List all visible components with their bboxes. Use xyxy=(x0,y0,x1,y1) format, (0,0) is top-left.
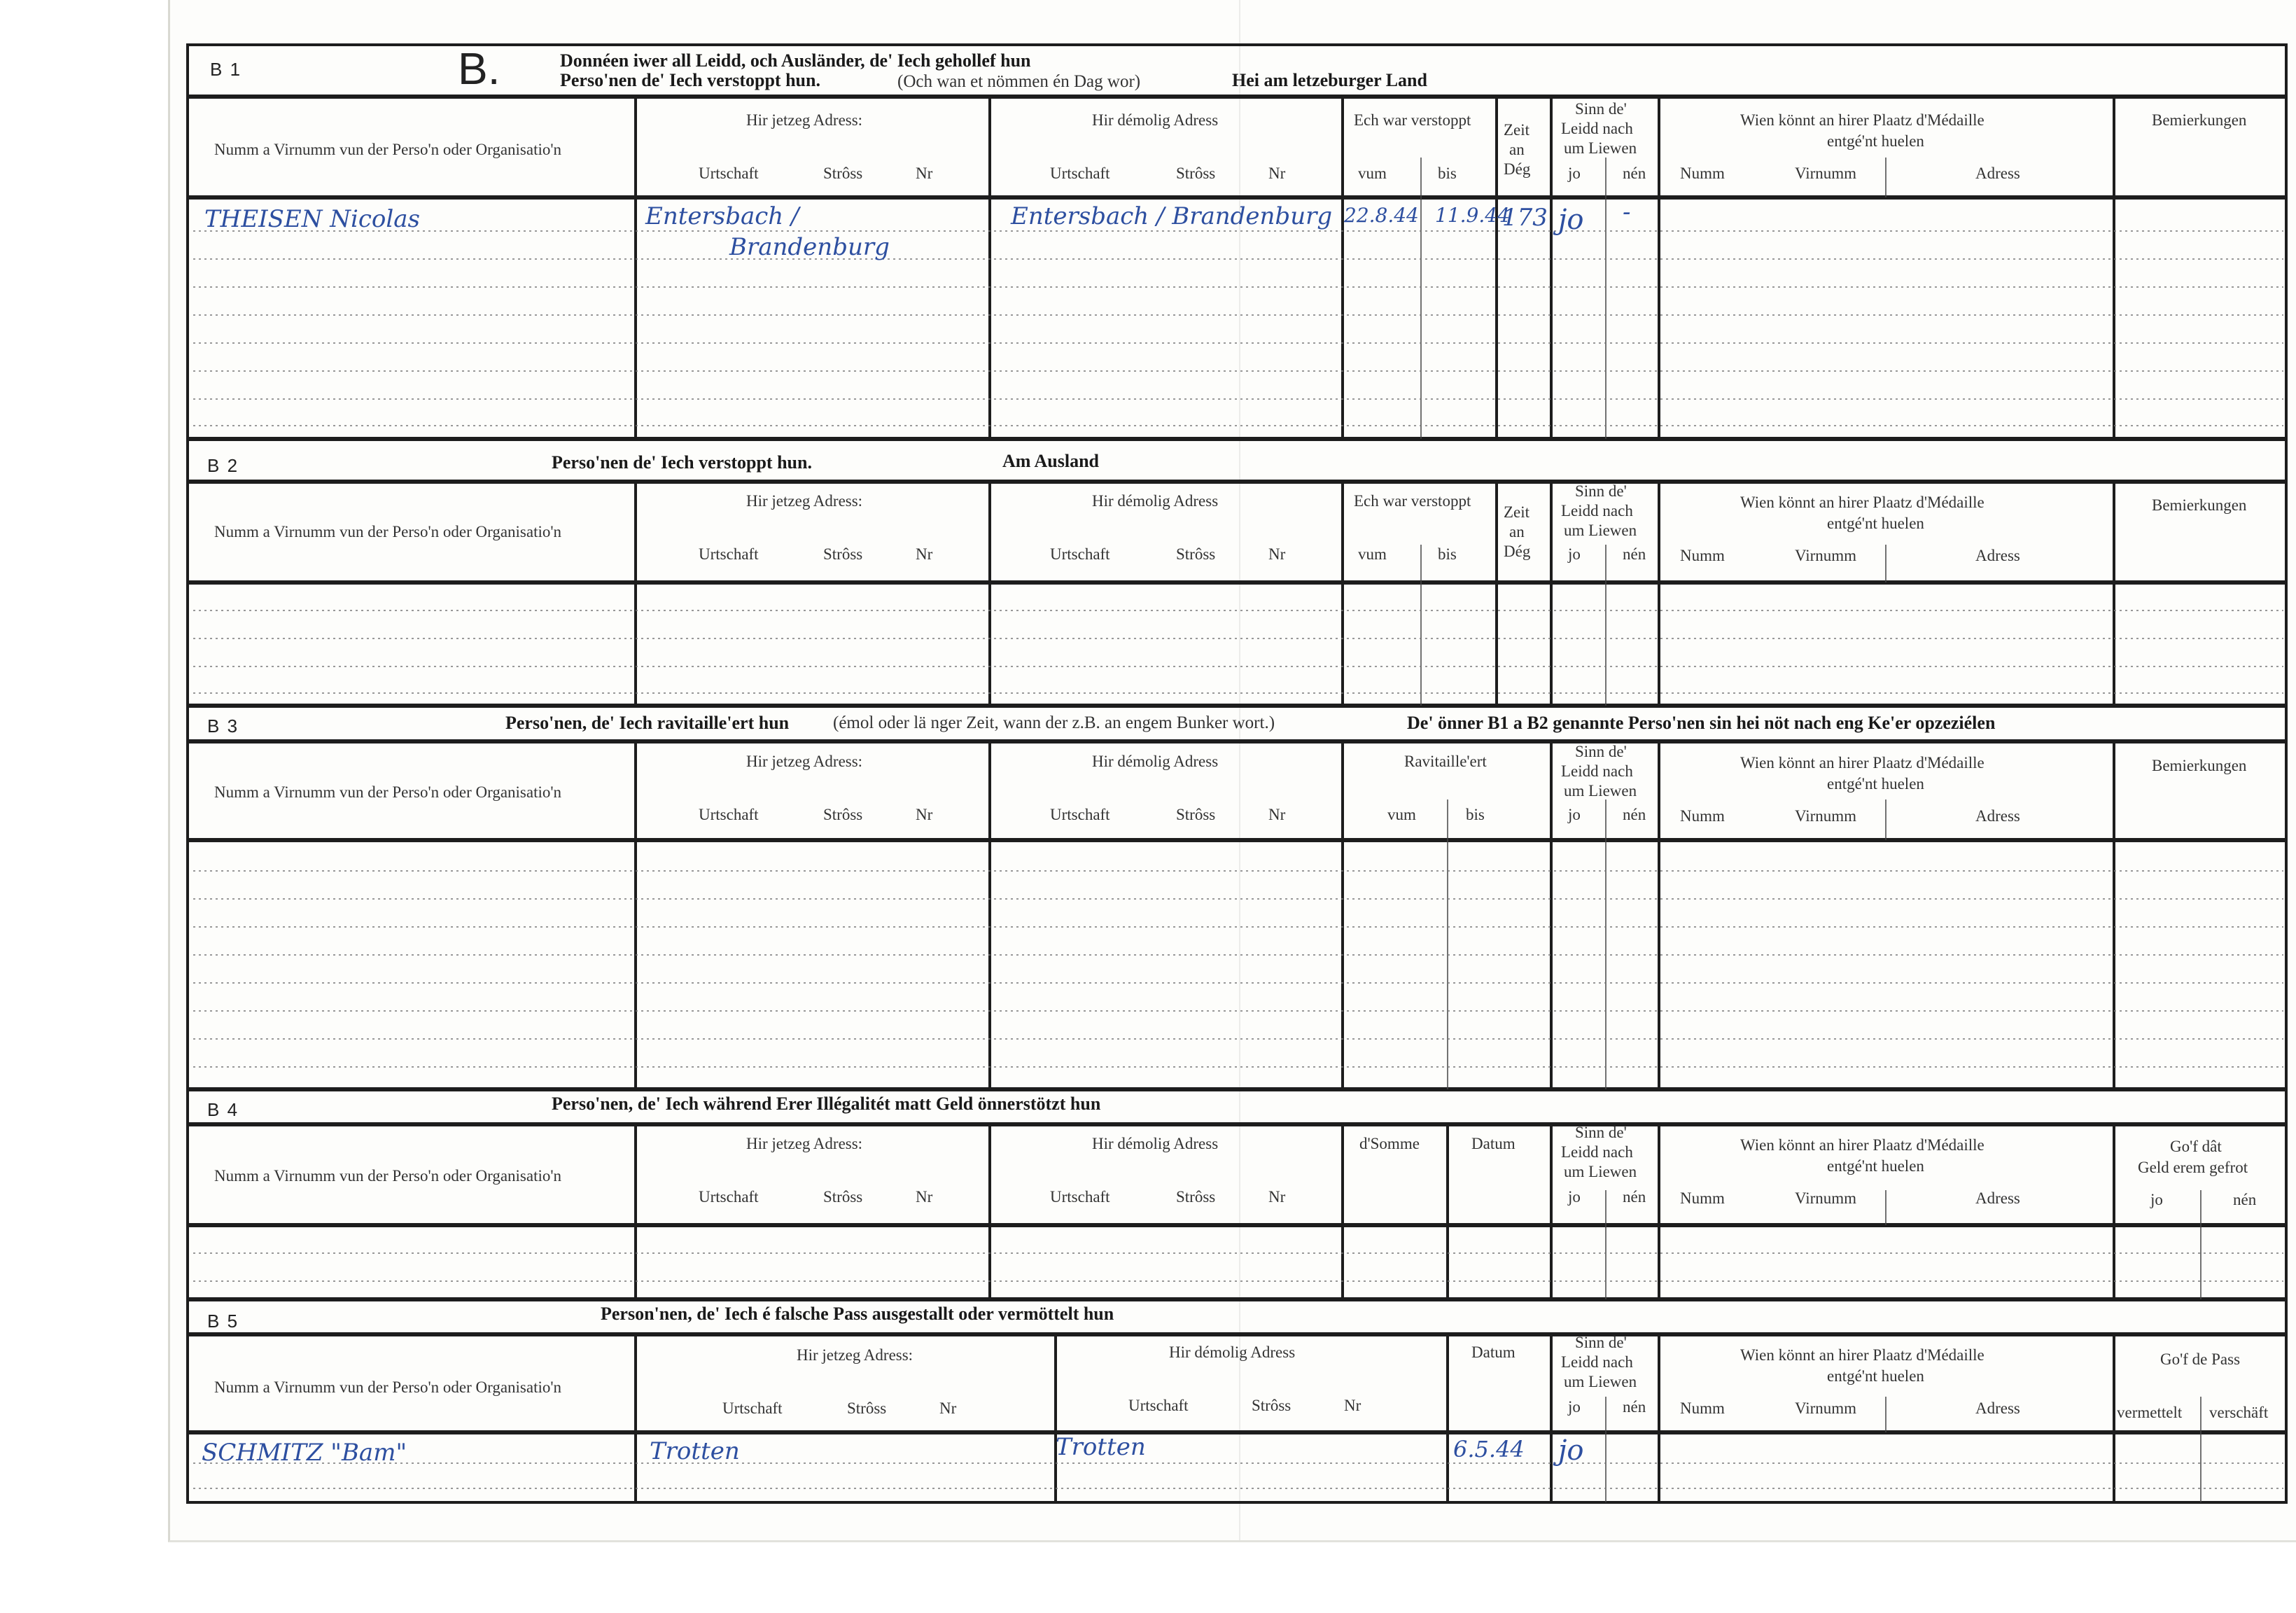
header-pass-issued: verschäft xyxy=(2209,1404,2269,1421)
header-surname: Numm xyxy=(1680,547,1725,564)
header-days: Dég xyxy=(1504,160,1531,178)
entry-b1-name: THEISEN Nicolas xyxy=(204,205,420,233)
header-street: Strôss xyxy=(823,806,863,823)
header-to: bis xyxy=(1466,806,1485,823)
header-pass-mediated: vermettelt xyxy=(2117,1404,2183,1421)
entry-b1-alive-yes: jo xyxy=(1558,204,1584,236)
header-no: nén xyxy=(1623,165,1646,182)
header-place: Urtschaft xyxy=(699,806,759,823)
header-name: Numm a Virnumm vun der Perso'n oder Organisatio'n xyxy=(214,141,562,158)
header-no: nén xyxy=(2233,1191,2257,1208)
header-address: Adress xyxy=(1975,547,2020,564)
section-title-b5: Person'nen, de' Iech é falsche Pass ausgestallt oder vermöttelt hun xyxy=(601,1304,1114,1324)
entry-b5-alive-yes: jo xyxy=(1558,1434,1584,1467)
header-to: bis xyxy=(1438,165,1457,182)
header-yes: jo xyxy=(1568,806,1581,823)
header-medal: entgé'nt huelen xyxy=(1827,1157,1924,1175)
header-yes: jo xyxy=(1568,1188,1581,1206)
header-current-address: Hir jetzeg Adress: xyxy=(746,753,863,770)
header-money-given: Geld erem gefrot xyxy=(2138,1159,2248,1176)
header-hidden: Ech war verstoppt xyxy=(1354,492,1471,510)
section-title-b1-line2: Perso'nen de' Iech verstoppt hun. xyxy=(560,70,820,90)
header-alive: Leidd nach xyxy=(1561,762,1633,780)
header-number: Nr xyxy=(1268,1188,1286,1206)
section-title-b2-right: Am Ausland xyxy=(1002,451,1099,471)
header-medal: entgé'nt huelen xyxy=(1827,515,1924,532)
entry-b5-current-place: Trotten xyxy=(650,1437,740,1465)
header-alive: um Liewen xyxy=(1564,1163,1637,1180)
section-title-b1-line1: Donnéen iwer all Leidd, och Ausländer, de' Iech gehollef hun xyxy=(560,50,1031,71)
header-surname: Numm xyxy=(1680,807,1725,825)
entry-b1-current-place-2: Brandenburg xyxy=(729,233,890,261)
header-address: Adress xyxy=(1975,165,2020,182)
header-alive: Leidd nach xyxy=(1561,120,1633,137)
header-remarks: Bemierkungen xyxy=(2152,111,2247,129)
header-surname: Numm xyxy=(1680,1399,1725,1417)
header-alive: um Liewen xyxy=(1564,1373,1637,1390)
entry-b1-days: 173 xyxy=(1502,204,1548,232)
header-alive: Sinn de' xyxy=(1575,482,1627,500)
header-number: Nr xyxy=(1268,806,1286,823)
header-date: Datum xyxy=(1471,1343,1516,1361)
header-yes: jo xyxy=(1568,165,1581,182)
header-number: Nr xyxy=(916,165,933,182)
header-current-address: Hir jetzeg Adress: xyxy=(746,492,863,510)
header-from: vum xyxy=(1387,806,1416,823)
header-street: Strôss xyxy=(847,1399,887,1417)
header-name: Numm a Virnumm vun der Perso'n oder Organisatio'n xyxy=(214,783,562,801)
header-place: Urtschaft xyxy=(1050,545,1110,563)
header-pass: Go'f de Pass xyxy=(2160,1350,2241,1368)
header-current-address: Hir jetzeg Adress: xyxy=(746,111,863,129)
header-street: Strôss xyxy=(1252,1397,1292,1414)
header-street: Strôss xyxy=(823,1188,863,1206)
header-place: Urtschaft xyxy=(722,1399,783,1417)
section-title-b4: Perso'nen, de' Iech während Erer Illégalitét matt Geld önnerstötzt hun xyxy=(552,1094,1101,1114)
header-place: Urtschaft xyxy=(699,545,759,563)
header-number: Nr xyxy=(916,806,933,823)
header-medal: entgé'nt huelen xyxy=(1827,775,1924,792)
header-current-address: Hir jetzeg Adress: xyxy=(746,1135,863,1152)
header-yes: jo xyxy=(1568,545,1581,563)
header-firstname: Virnumm xyxy=(1795,1399,1857,1417)
section-big-letter: B. xyxy=(458,43,500,94)
header-medal: Wien könnt an hirer Plaatz d'Médaille xyxy=(1740,111,1984,129)
header-money-given: Go'f dât xyxy=(2170,1138,2222,1155)
header-medal: Wien könnt an hirer Plaatz d'Médaille xyxy=(1740,754,1984,771)
header-alive: Sinn de' xyxy=(1575,100,1627,118)
entry-b5-former-place: Trotten xyxy=(1056,1433,1146,1461)
header-date: Datum xyxy=(1471,1135,1516,1152)
header-address: Adress xyxy=(1975,1189,2020,1207)
header-remarks: Bemierkungen xyxy=(2152,496,2247,514)
header-from: vum xyxy=(1358,545,1387,563)
header-no: nén xyxy=(1623,545,1646,563)
header-name: Numm a Virnumm vun der Perso'n oder Organisatio'n xyxy=(214,1167,562,1185)
header-days: an xyxy=(1509,523,1525,540)
header-no: nén xyxy=(1623,806,1646,823)
header-surname: Numm xyxy=(1680,165,1725,182)
header-medal: Wien könnt an hirer Plaatz d'Médaille xyxy=(1740,494,1984,511)
header-no: nén xyxy=(1623,1398,1646,1416)
header-days: Zeit xyxy=(1504,121,1530,139)
section-note-b3: (émol oder lä nger Zeit, wann der z.B. an engem Bunker wort.) xyxy=(833,713,1275,732)
header-former-address: Hir démolig Adress xyxy=(1092,111,1219,129)
header-remarks: Bemierkungen xyxy=(2152,757,2247,774)
header-alive: Leidd nach xyxy=(1561,1353,1633,1371)
header-no: nén xyxy=(1623,1188,1646,1206)
header-surname: Numm xyxy=(1680,1189,1725,1207)
header-medal: entgé'nt huelen xyxy=(1827,1367,1924,1385)
header-to: bis xyxy=(1438,545,1457,563)
header-firstname: Virnumm xyxy=(1795,1189,1857,1207)
header-street: Strôss xyxy=(1176,1188,1216,1206)
section-title-b2: Perso'nen de' Iech verstoppt hun. xyxy=(552,452,812,473)
header-name: Numm a Virnumm vun der Perso'n oder Organisatio'n xyxy=(214,1378,562,1396)
header-sum: d'Somme xyxy=(1359,1135,1420,1152)
header-alive: um Liewen xyxy=(1564,522,1637,539)
entry-b1-alive-no: - xyxy=(1623,198,1631,226)
section-note-b1: (Och wan et nömmen én Dag wor) xyxy=(897,72,1141,91)
header-alive: um Liewen xyxy=(1564,782,1637,799)
header-alive: Sinn de' xyxy=(1575,743,1627,760)
header-street: Strôss xyxy=(823,165,863,182)
header-days: Zeit xyxy=(1504,503,1530,521)
header-street: Strôss xyxy=(823,545,863,563)
header-hidden: Ech war verstoppt xyxy=(1354,111,1471,129)
entry-b1-current-place: Entersbach / xyxy=(645,202,799,230)
header-number: Nr xyxy=(1268,545,1286,563)
header-alive: Leidd nach xyxy=(1561,502,1633,519)
header-street: Strôss xyxy=(1176,165,1216,182)
section-label-b4: B 4 xyxy=(207,1099,239,1120)
section-label-b3: B 3 xyxy=(207,715,239,736)
entry-b5-date: 6.5.44 xyxy=(1453,1436,1525,1462)
header-address: Adress xyxy=(1975,807,2020,825)
header-address: Adress xyxy=(1975,1399,2020,1417)
header-firstname: Virnumm xyxy=(1795,807,1857,825)
header-days: an xyxy=(1509,141,1525,158)
header-place: Urtschaft xyxy=(699,1188,759,1206)
header-street: Strôss xyxy=(1176,806,1216,823)
section-label-b2: B 2 xyxy=(207,455,239,476)
header-alive: Sinn de' xyxy=(1575,1334,1627,1351)
header-place: Urtschaft xyxy=(699,165,759,182)
header-supplied: Ravitaille'ert xyxy=(1404,753,1487,770)
header-yes: jo xyxy=(2150,1191,2163,1208)
header-medal: Wien könnt an hirer Plaatz d'Médaille xyxy=(1740,1346,1984,1364)
header-alive: um Liewen xyxy=(1564,139,1637,157)
header-firstname: Virnumm xyxy=(1795,547,1857,564)
header-former-address: Hir démolig Adress xyxy=(1092,753,1219,770)
section-title-b3-right: De' önner B1 a B2 genannte Perso'nen sin hei nöt nach eng Ke'er opzeziélen xyxy=(1407,713,1996,733)
header-days: Dég xyxy=(1504,543,1531,560)
header-firstname: Virnumm xyxy=(1795,165,1857,182)
header-number: Nr xyxy=(916,545,933,563)
header-alive: Leidd nach xyxy=(1561,1143,1633,1161)
header-place: Urtschaft xyxy=(1050,165,1110,182)
header-number: Nr xyxy=(939,1399,957,1417)
header-place: Urtschaft xyxy=(1050,1188,1110,1206)
entry-b1-from: 22.8.44 xyxy=(1344,204,1419,227)
header-alive: Sinn de' xyxy=(1575,1124,1627,1141)
header-current-address: Hir jetzeg Adress: xyxy=(797,1346,913,1364)
header-name: Numm a Virnumm vun der Perso'n oder Organisatio'n xyxy=(214,523,562,540)
header-medal: entgé'nt huelen xyxy=(1827,132,1924,150)
header-number: Nr xyxy=(1268,165,1286,182)
section-title-b1-right: Hei am letzeburger Land xyxy=(1232,70,1427,90)
section-label-b5: B 5 xyxy=(207,1311,239,1332)
header-yes: jo xyxy=(1568,1398,1581,1416)
entry-b5-name: SCHMITZ "Bam" xyxy=(202,1439,407,1467)
header-number: Nr xyxy=(1344,1397,1362,1414)
header-place: Urtschaft xyxy=(1128,1397,1189,1414)
entry-b1-to: 11.9.44 xyxy=(1435,204,1510,227)
header-from: vum xyxy=(1358,165,1387,182)
section-title-b3: Perso'nen, de' Iech ravitaille'ert hun xyxy=(505,713,790,733)
entry-b1-former-address: Entersbach / Brandenburg xyxy=(1011,202,1333,230)
header-number: Nr xyxy=(916,1188,933,1206)
header-former-address: Hir démolig Adress xyxy=(1092,1135,1219,1152)
header-medal: Wien könnt an hirer Plaatz d'Médaille xyxy=(1740,1136,1984,1154)
section-label-b1: B 1 xyxy=(210,59,242,80)
header-former-address: Hir démolig Adress xyxy=(1092,492,1219,510)
header-street: Strôss xyxy=(1176,545,1216,563)
header-former-address: Hir démolig Adress xyxy=(1169,1343,1296,1361)
header-place: Urtschaft xyxy=(1050,806,1110,823)
